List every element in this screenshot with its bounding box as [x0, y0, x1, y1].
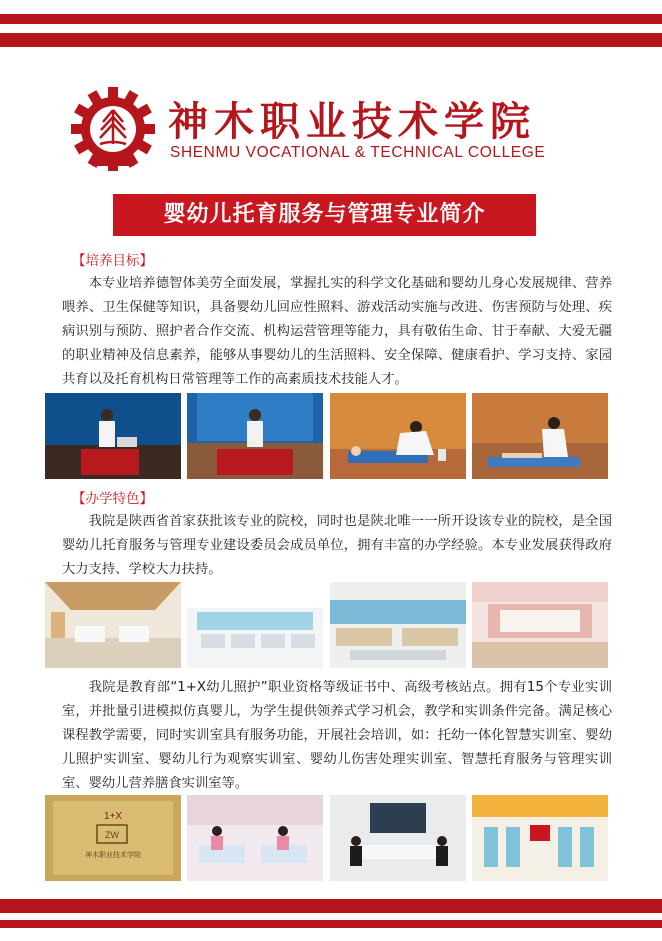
section-heading-goals: 【培养目标】 [72, 253, 153, 269]
college-name-en: SHENMU VOCATIONAL & TECHNICAL COLLEGE [170, 144, 546, 161]
photo-row-1 [45, 393, 608, 479]
photo-training-room-white [187, 582, 323, 668]
photo-stage-demo-blue [45, 393, 181, 479]
section-text-goals: 本专业培养德智体美劳全面发展，掌握扎实的科学文化基础和婴幼儿身心发展规律、营养喂养、卫生保健等知识，具备婴幼儿回应性照料、游戏活动实施与改进、伤害预防与处理、疾病识别与预防、照护者合作交流、机构运营管理等能力，具有敬佑生命、甘于奉献、大爱无疆的职业精神及信息素养，能够从事婴幼儿的生活照料、安全保障、健康看护、学习支持、家园共育以及托育机构日常管理等工作的高素质技术技能人才。 [62, 276, 612, 387]
photo-row-3 [45, 795, 608, 881]
college-name-cn: 神木职业技术学院 [168, 98, 536, 145]
photo-stage-demo-red [187, 393, 323, 479]
gear-logo-icon [70, 86, 156, 172]
plaque-name: 神木职业技术学院 [85, 851, 141, 859]
photo-nursery-room [472, 582, 608, 668]
photo-classroom-wood [45, 582, 181, 668]
photo-first-aid-kneel [330, 393, 466, 479]
section-text-features: 我院是陕西省首家获批该专业的院校，同时也是陕北唯一一所开设该专业的院校，是全国婴幼儿托育服务与管理专业建设委员会成员单位，拥有丰富的办学经验。本专业发展获得政府大力支持、学校大力扶持。 [62, 514, 612, 577]
photo-first-aid-mat [472, 393, 608, 479]
top-stripe-main [0, 33, 662, 47]
top-stripe-thick [0, 14, 662, 24]
bottom-stripe-main [0, 899, 662, 913]
section-text-training-rooms: 我院是教育部“1+X幼儿照护”职业资格等级证书中、高级考核站点。拥有15个专业实训室，并批量引进模拟仿真婴儿，为学生提供领养式学习机会，教学和实训条件完备。满足核心课程教学需要，同时实训室具有服务功能，开展社会培训，如：托幼一体化智慧实训室、婴幼儿照护实训室、婴幼儿行为观察实训室、婴幼儿伤害处理实训室、智慧托育服务与管理实训室、婴幼儿营养膳食实训室等。 [62, 680, 612, 791]
photo-plaque-certificate [45, 795, 181, 881]
photo-award-group [472, 795, 608, 881]
bottom-stripe-thin [0, 920, 662, 928]
section-heading-features: 【办学特色】 [72, 491, 153, 507]
plaque-badge: ZW [105, 830, 119, 840]
photo-lab-benches [330, 582, 466, 668]
photo-row-2 [45, 582, 608, 668]
photo-baby-care-practice [187, 795, 323, 881]
plaque-headline: 1+X [103, 811, 123, 822]
college-logo-block [70, 86, 590, 174]
photo-meeting-room [330, 795, 466, 881]
page-title: 婴幼儿托育服务与管理专业简介 [113, 194, 536, 236]
